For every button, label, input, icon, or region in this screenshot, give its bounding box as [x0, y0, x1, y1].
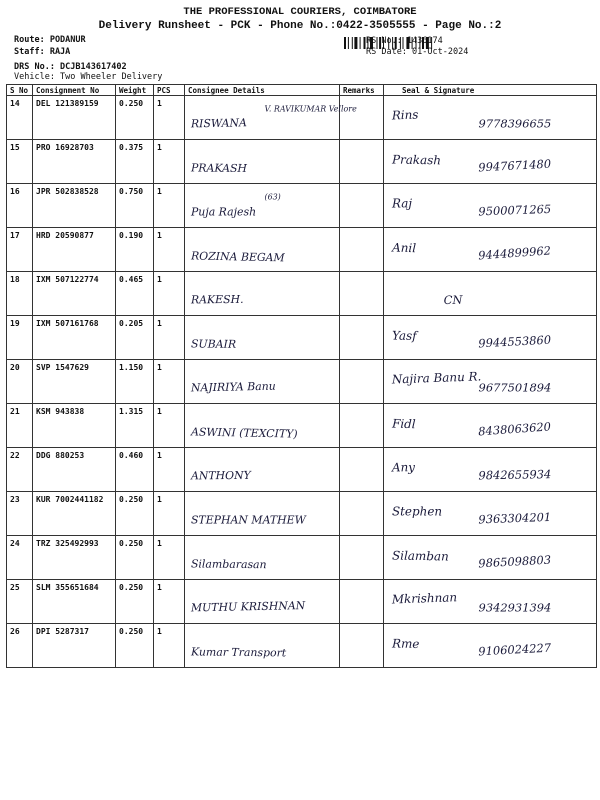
row-pcs: 1 [154, 536, 185, 580]
table-row [7, 536, 597, 580]
row-signature-cell [384, 316, 597, 360]
row-consignment-no: HRD 20590877 [33, 228, 116, 272]
row-consignee-cell [185, 184, 340, 228]
drs-number: DRS No.: DCJB143617402 [14, 62, 127, 72]
signature-phone-note: 9947671480 [477, 156, 552, 175]
signature-handwriting [384, 360, 596, 403]
row-signature-cell [384, 140, 597, 184]
row-consignee-cell [185, 492, 340, 536]
row-remarks [340, 624, 384, 668]
row-remarks [340, 228, 384, 272]
row-consignee-cell [185, 228, 340, 272]
consignee-handwriting [185, 580, 339, 623]
row-remarks [340, 140, 384, 184]
row-consignment-no: DEL 121389159 [33, 96, 116, 140]
signature-text: Rins [391, 107, 419, 123]
signature-text: Yasf [391, 328, 417, 343]
row-consignee-cell [185, 272, 340, 316]
row-signature-cell [384, 624, 597, 668]
row-consignee-cell [185, 140, 340, 184]
consignee-name: NAJIRIYA Banu [190, 379, 276, 395]
consignee-handwriting [185, 492, 339, 535]
row-sno: 25 [7, 580, 33, 624]
row-pcs: 1 [154, 580, 185, 624]
row-weight: 0.750 [116, 184, 154, 228]
signature-handwriting [384, 492, 596, 535]
table-row [7, 360, 597, 404]
col-header-seal: Seal & Signature [384, 85, 597, 96]
col-header-consignee: Consignee Details [185, 85, 340, 96]
row-weight: 1.315 [116, 404, 154, 448]
table-row [7, 580, 597, 624]
col-header-weight: Weight [116, 85, 154, 96]
row-weight: 0.250 [116, 624, 154, 668]
table-row [7, 448, 597, 492]
row-sno: 23 [7, 492, 33, 536]
consignee-name: Puja Rajesh [190, 205, 257, 219]
row-sno: 26 [7, 624, 33, 668]
row-signature-cell [384, 580, 597, 624]
signature-text: Raj [391, 196, 413, 211]
row-signature-cell [384, 448, 597, 492]
signature-phone-note: 9677501894 [478, 380, 552, 395]
row-weight: 0.190 [116, 228, 154, 272]
row-pcs: 1 [154, 448, 185, 492]
signature-handwriting [384, 184, 596, 227]
signature-phone-note: 9342931394 [478, 600, 552, 615]
consignee-handwriting [185, 184, 339, 227]
col-header-consignment: Consignment No [33, 85, 116, 96]
row-pcs: 1 [154, 492, 185, 536]
table-header-row [7, 85, 597, 96]
row-signature-cell [384, 360, 597, 404]
signature-text: Anil [391, 240, 417, 256]
staff-label: Staff: RAJA [14, 47, 71, 57]
col-header-remarks: Remarks [340, 85, 384, 96]
consignee-name: MUTHU KRISHNAN [190, 599, 306, 615]
consignee-name: ANTHONY [190, 468, 251, 483]
row-sno: 18 [7, 272, 33, 316]
row-sno: 21 [7, 404, 33, 448]
table-row [7, 272, 597, 316]
signature-text: Stephen [391, 504, 443, 519]
row-weight: 0.250 [116, 580, 154, 624]
row-weight: 0.205 [116, 316, 154, 360]
row-consignee-cell [185, 536, 340, 580]
row-remarks [340, 492, 384, 536]
table-row [7, 492, 597, 536]
rs-date: RS Date: 01-Oct-2024 [366, 47, 469, 57]
consignee-handwriting [185, 360, 339, 403]
signature-phone-note: 9106024227 [477, 640, 552, 659]
signature-text: Mkrishnan [391, 590, 458, 607]
row-weight: 0.250 [116, 96, 154, 140]
row-consignment-no: DPI 5287317 [33, 624, 116, 668]
row-remarks [340, 96, 384, 140]
consignee-name: STEPHAN MATHEW [190, 513, 306, 527]
signature-phone-note: 9444899962 [477, 243, 552, 263]
row-pcs: 1 [154, 272, 185, 316]
row-sno: 22 [7, 448, 33, 492]
signature-handwriting [384, 316, 596, 359]
consignee-handwriting [185, 316, 339, 359]
row-consignee-cell [185, 624, 340, 668]
signature-phone-note: CN [443, 292, 463, 308]
signature-phone-note: 9778396655 [478, 116, 552, 131]
row-weight: 0.460 [116, 448, 154, 492]
consignee-extra-note: V. RAVIKUMAR Vellore [264, 104, 357, 114]
row-remarks [340, 404, 384, 448]
signature-phone-note: 8438063620 [477, 419, 552, 439]
row-sno: 15 [7, 140, 33, 184]
consignee-handwriting [185, 536, 339, 579]
table-row [7, 404, 597, 448]
consignee-name: ASWINI (TEXCITY) [190, 425, 298, 441]
row-consignment-no: KUR 7002441182 [33, 492, 116, 536]
consignee-handwriting [185, 448, 339, 491]
consignee-name: ROZINA BEGAM [190, 249, 285, 265]
row-consignment-no: SVP 1547629 [33, 360, 116, 404]
vehicle-label: Vehicle: Two Wheeler Delivery [14, 72, 163, 82]
row-consignment-no: TRZ 325492993 [33, 536, 116, 580]
signature-handwriting [384, 448, 596, 491]
signature-text: Any [391, 460, 416, 475]
row-consignment-no: PRO 16928703 [33, 140, 116, 184]
consignee-handwriting [185, 228, 339, 271]
row-remarks [340, 580, 384, 624]
row-weight: 0.375 [116, 140, 154, 184]
signature-handwriting [384, 228, 596, 271]
row-sno: 20 [7, 360, 33, 404]
runsheet-title: Delivery Runsheet - PCK - Phone No.:0422-3505555 - Page No.:2 [98, 20, 502, 32]
row-consignment-no: SLM 355651684 [33, 580, 116, 624]
row-remarks [340, 272, 384, 316]
row-remarks [340, 360, 384, 404]
table-row [7, 624, 597, 668]
consignee-name: PRAKASH [190, 161, 248, 176]
consignee-name: RISWANA [190, 116, 247, 131]
col-header-pcs: PCS [154, 85, 185, 96]
signature-handwriting [384, 624, 596, 667]
signature-text: Silamban [391, 548, 449, 564]
row-sno: 14 [7, 96, 33, 140]
signature-text: Prakash [391, 152, 442, 168]
row-consignee-cell [185, 96, 357, 140]
row-signature-cell [384, 272, 597, 316]
table-row [7, 140, 597, 184]
row-sno: 19 [7, 316, 33, 360]
row-signature-cell [384, 404, 597, 448]
row-sno: 16 [7, 184, 33, 228]
row-consignment-no: KSM 943838 [33, 404, 116, 448]
consignee-name: SUBAIR [190, 337, 237, 351]
signature-text: Fidl [391, 416, 416, 432]
row-pcs: 1 [154, 316, 185, 360]
row-pcs: 1 [154, 184, 185, 228]
row-consignment-no: JPR 502838528 [33, 184, 116, 228]
row-pcs: 1 [154, 96, 185, 140]
consignee-extra-note: (63) [264, 192, 281, 202]
table-row [7, 184, 597, 228]
signature-handwriting [384, 140, 596, 183]
row-remarks [340, 316, 384, 360]
row-signature-cell [384, 492, 597, 536]
row-consignee-cell [185, 404, 340, 448]
consignee-handwriting [185, 140, 339, 183]
row-weight: 0.465 [116, 272, 154, 316]
col-header-sno: S No [7, 85, 33, 96]
signature-handwriting [384, 536, 596, 579]
row-weight: 1.150 [116, 360, 154, 404]
signature-phone-note: 9865098803 [477, 552, 552, 571]
row-consignee-cell [185, 580, 340, 624]
row-pcs: 1 [154, 404, 185, 448]
table-body [7, 96, 597, 668]
consignee-name: Kumar Transport [190, 645, 287, 660]
route-label: Route: PODANUR [14, 35, 86, 45]
company-title: THE PROFESSIONAL COURIERS, COIMBATORE [183, 6, 417, 18]
signature-handwriting [384, 404, 596, 447]
signature-phone-note: 9842655934 [478, 467, 552, 483]
row-weight: 0.250 [116, 492, 154, 536]
signature-phone-note: 9944553860 [477, 332, 552, 351]
row-signature-cell [384, 536, 597, 580]
signature-handwriting [384, 96, 596, 139]
runsheet-table [6, 84, 597, 668]
consignee-handwriting [185, 404, 339, 447]
signature-text: Najira Banu R. [391, 369, 482, 387]
row-pcs: 1 [154, 624, 185, 668]
consignee-name: RAKESH. [190, 292, 244, 307]
row-pcs: 1 [154, 140, 185, 184]
signature-handwriting [384, 272, 596, 315]
row-remarks [340, 536, 384, 580]
row-signature-cell [384, 228, 597, 272]
consignee-handwriting [185, 272, 339, 315]
row-consignee-cell [185, 360, 340, 404]
row-consignment-no: IXM 507122774 [33, 272, 116, 316]
consignee-handwriting [185, 624, 339, 667]
row-weight: 0.250 [116, 536, 154, 580]
row-pcs: 1 [154, 360, 185, 404]
consignee-name: Silambarasan [190, 557, 267, 572]
rs-number: RS No.: 1436174 [366, 36, 443, 46]
row-signature-cell [384, 184, 597, 228]
row-pcs: 1 [154, 228, 185, 272]
row-consignment-no: DDG 880253 [33, 448, 116, 492]
row-consignment-no: IXM 507161768 [33, 316, 116, 360]
row-consignee-cell [185, 316, 340, 360]
row-signature-cell [384, 96, 597, 140]
signature-text: Rme [391, 636, 420, 651]
row-remarks [340, 184, 384, 228]
row-sno: 17 [7, 228, 33, 272]
signature-handwriting [384, 580, 596, 623]
row-sno: 24 [7, 536, 33, 580]
table-row [7, 96, 597, 140]
consignee-handwriting [185, 96, 357, 139]
row-remarks [340, 448, 384, 492]
signature-phone-note: 9500071265 [478, 201, 552, 219]
row-consignee-cell [185, 448, 340, 492]
table-row [7, 228, 597, 272]
table-row [7, 316, 597, 360]
signature-phone-note: 9363304201 [478, 509, 552, 527]
